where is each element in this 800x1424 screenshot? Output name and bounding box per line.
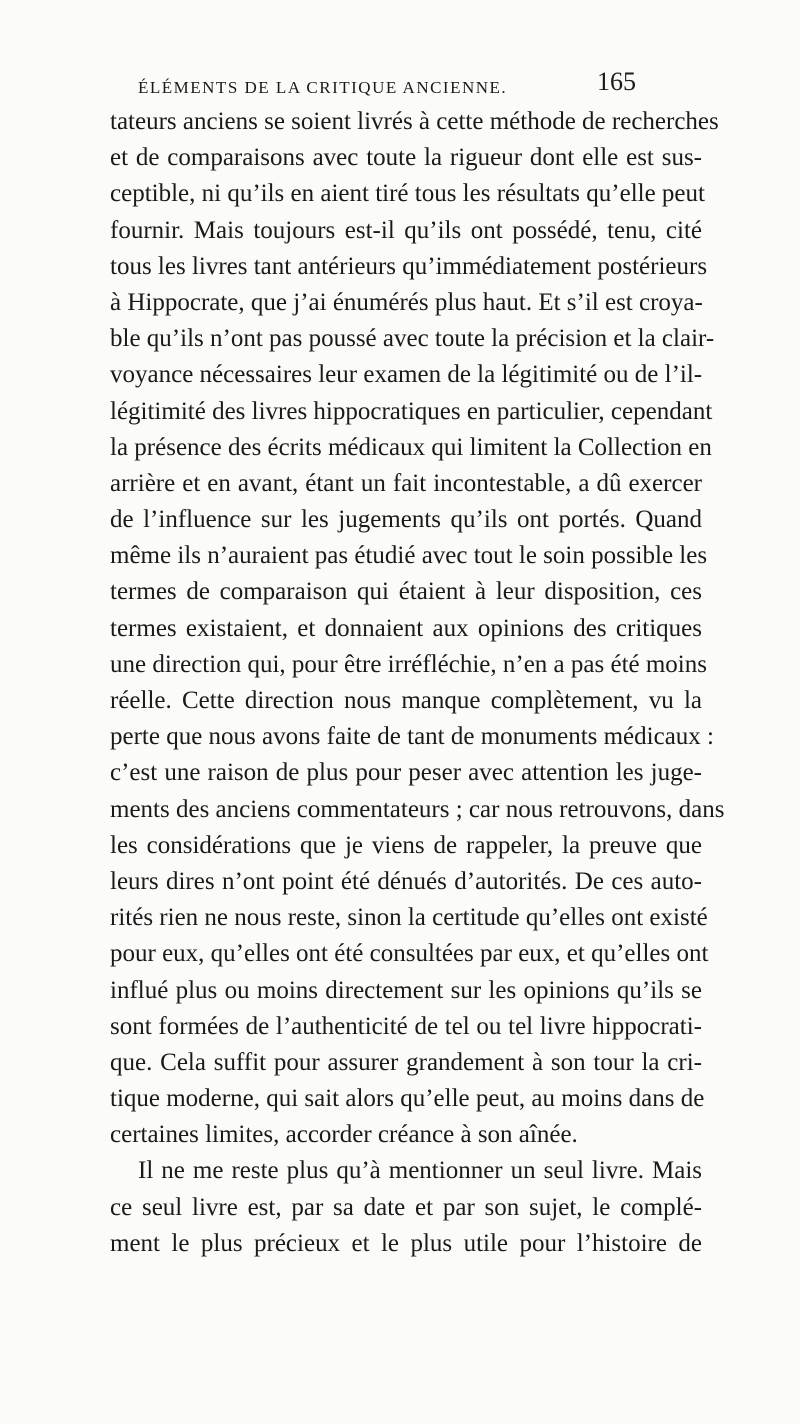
text-line: ceptible, ni qu’ils en aient tiré tous les résultats qu’elle peut [110,180,705,208]
text-line: sont formées de l’authenticité de tel ou tel livre hippocrati- [110,1012,702,1040]
text-line: même ils n’auraient pas étudié avec tout le soin possible les [110,542,708,570]
text-line: c’est une raison de plus pour peser avec attention les juge- [110,759,702,787]
text-line: rités rien ne nous reste, sinon la certitude qu’elles ont existé [110,904,708,932]
text-line: de l’influence sur les jugements qu’ils ont portés. Quand [110,506,702,534]
text-line: ment le plus précieux et le plus utile pour l’histoire de [110,1229,702,1257]
text-line: à Hippocrate, que j’ai énumérés plus haut. Et s’il est croya- [110,288,703,316]
text-line: la présence des écrits médicaux qui limitent la Collection en [110,433,712,461]
text-line: réelle. Cette direction nous manque complètement, vu la [110,687,702,714]
body-text [110,104,725,1262]
text-line: voyance nécessaires leur examen de la légitimité ou de l’il- [110,361,703,389]
text-line: ble qu’ils n’ont pas poussé avec toute la précision et la clair- [110,325,715,353]
text-line: certaines limites, accorder créance à son aînée. [110,1121,578,1149]
text-line: termes de comparaison qui étaient à leur disposition, ces [110,578,702,606]
text-line: arrière et en avant, étant un fait incontestable, a dû exercer [110,469,702,497]
text-line: ce seul livre est, par sa date et par son sujet, le complé- [110,1193,702,1221]
text-line: les considérations que je viens de rappeler, la preuve que [110,831,702,859]
running-title: ÉLÉMENTS DE LA CRITIQUE ANCIENNE. [138,78,508,97]
text-line: légitimité des livres hippocratiques en particulier, cependant [110,397,713,425]
text-line: ments des anciens commentateurs ; car nous retrouvons, dans [110,795,725,823]
text-line: tique moderne, qui sait alors qu’elle peut, au moins dans de [110,1085,705,1113]
text-line: tateurs anciens se soient livrés à cette méthode de recherches [110,108,719,135]
page-number: 165 [597,67,636,96]
text-line: pour eux, qu’elles ont été consultées par eux, et qu’elles ont [110,940,709,968]
text-line: Il ne me reste plus qu’à mentionner un seul livre. Mais [138,1157,702,1185]
text-line: termes existaient, et donnaient aux opinions des critiques [110,614,702,642]
text-line: influé plus ou moins directement sur les opinions qu’ils se [110,976,702,1004]
text-line: perte que nous avons faite de tant de monuments médicaux : [110,723,714,751]
text-line: une direction qui, pour être irréfléchie, n’en a pas été moins [110,650,707,678]
text-line: fournir. Mais toujours est-il qu’ils ont possédé, tenu, cité [110,216,702,244]
text-line: que. Cela suffit pour assurer grandement à son tour la cri- [110,1048,702,1076]
text-line: leurs dires n’ont point été dénués d’autorités. De ces auto- [110,867,702,895]
text-line: tous les livres tant antérieurs qu’immédiatement postérieurs [110,252,708,280]
text-line: et de comparaisons avec toute la rigueur dont elle est sus- [110,144,702,172]
